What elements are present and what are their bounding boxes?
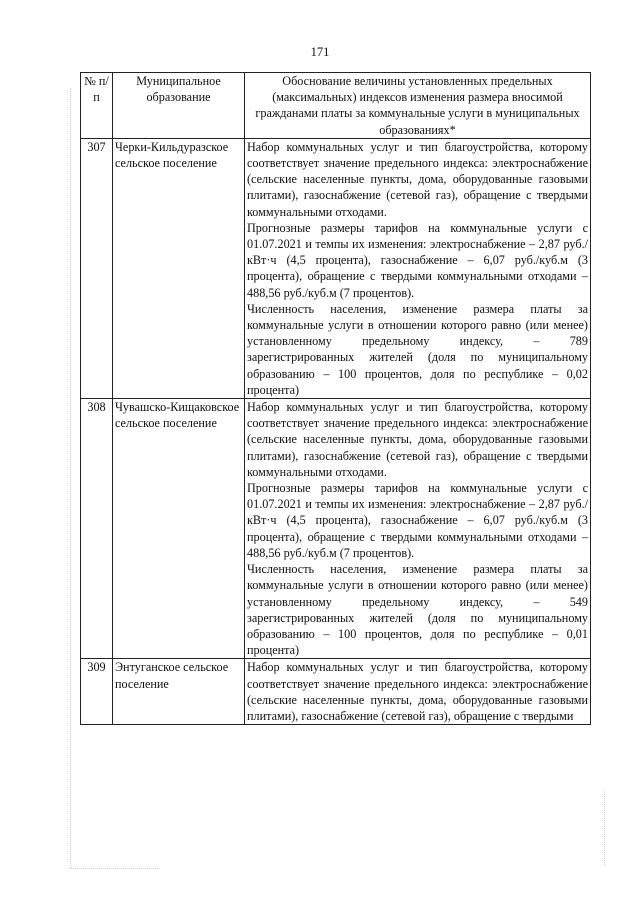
row-municipality: Черки-Кильдуразское сельское поселение	[113, 138, 245, 398]
justification-tariffs: Прогнозные размеры тарифов на коммунальные услуги с 01.07.2021 и темпы их изменения: электроснабжение – 2,87 руб./кВт·ч (4,5 процента), газоснабжение – 6,07 руб./куб.м (3 процента), обращение с твердыми коммунальными отходами – 488,56 руб./куб.м (7 процентов).	[247, 220, 588, 300]
justification-population: Численность населения, изменение размера платы за коммунальные услуги в отношении которого равно (или менее) установленному предельному индексу, – 549 зарегистрированных жителей (доля по муниципальному образованию – 100 процентов, доля по республике – 0,01 процента)	[247, 562, 588, 658]
row-municipality: Чувашско-Кищаковское сельское поселение	[113, 399, 245, 659]
header-justification: Обоснование величины установленных предельных (максимальных) индексов изменения размера вносимой гражданами платы за коммунальные услуги в муниципальных образованиях*	[245, 73, 591, 139]
scan-artifact-right	[604, 790, 609, 865]
header-num: № п/п	[81, 73, 113, 139]
row-municipality: Энтуганское сельское поселение	[113, 659, 245, 725]
scan-artifact-bottom	[70, 868, 160, 889]
row-justification	[245, 399, 591, 659]
table-row	[81, 138, 591, 398]
row-num: 309	[81, 659, 113, 725]
table-header-row	[81, 73, 591, 139]
page-number: 171	[310, 45, 330, 59]
justification-tariffs: Прогнозные размеры тарифов на коммунальные услуги с 01.07.2021 и темпы их изменения: электроснабжение – 2,87 руб./кВт·ч (4,5 процента), газоснабжение – 6,07 руб./куб.м (3 процента), обращение с твердыми коммунальными отходами – 488,56 руб./куб.м (7 процентов).	[247, 481, 588, 560]
indices-table	[80, 72, 591, 725]
scan-artifact-left	[70, 88, 77, 868]
row-justification	[245, 659, 591, 725]
row-justification	[245, 138, 591, 398]
row-num: 307	[81, 138, 113, 398]
row-num: 308	[81, 399, 113, 659]
justification-services: Набор коммунальных услуг и тип благоустройства, которому соответствует значение предельного индекса: электроснабжение (сельские населенные пункты, дома, оборудованные газовыми плитами), газоснабжение (сетевой газ), обращение с твердыми коммунальными отходами.	[247, 139, 588, 219]
justification-population: Численность населения, изменение размера платы за коммунальные услуги в отношении которого равно (или менее) установленному предельному индексу, – 789 зарегистрированных жителей (доля по муниципальному образованию – 100 процентов, доля по республике – 0,02 процента)	[247, 301, 588, 397]
table-row	[81, 659, 591, 725]
justification-services: Набор коммунальных услуг и тип благоустройства, которому соответствует значение предельного индекса: электроснабжение (сельские населенные пункты, дома, оборудованные газовыми плитами), газоснабжение (сетевой газ), обращение с твердыми	[247, 660, 588, 723]
header-municipality: Муниципальное образование	[113, 73, 245, 139]
table-row	[81, 399, 591, 659]
justification-services: Набор коммунальных услуг и тип благоустройства, которому соответствует значение предельного индекса: электроснабжение (сельские населенные пункты, дома, оборудованные газовыми плитами), газоснабжение (сетевой газ), обращение с твердыми коммунальными отходами.	[247, 400, 588, 479]
